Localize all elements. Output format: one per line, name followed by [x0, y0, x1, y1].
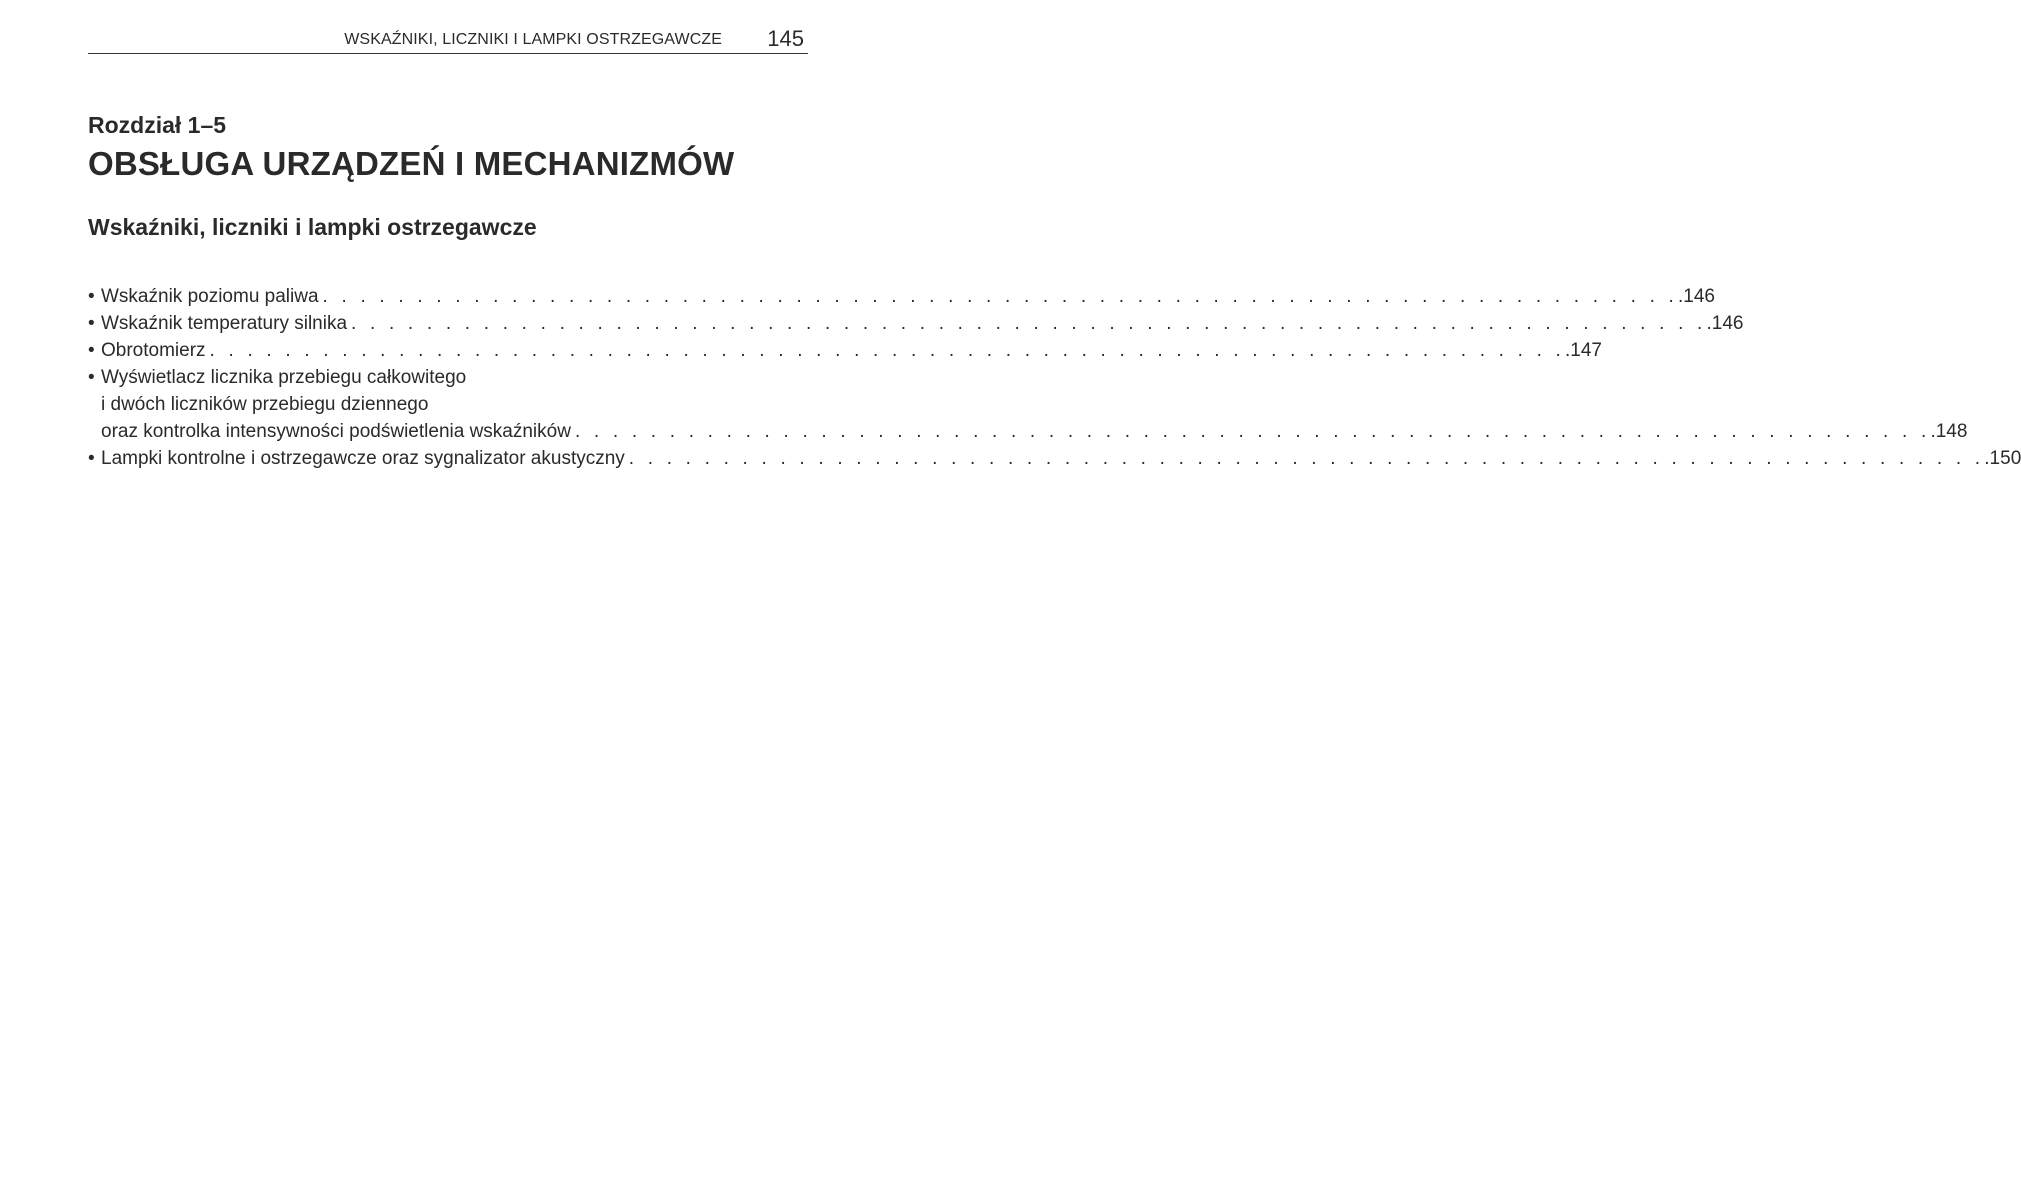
- bullet-icon: •: [88, 340, 95, 361]
- dot-leader: . . . . . . . . . . . . . . . . . . . . . . . . . . . . . . . . . . . . . . . . . . . . . . . . . . . . . . . . . . . . . . . . . . . . . . . .: [628, 448, 1985, 469]
- bullet-icon: •: [88, 448, 95, 469]
- toc-entry-label-line-2: i dwóch liczników przebiegu dziennego: [101, 394, 429, 415]
- toc-entry-label: Obrotomierz: [101, 340, 206, 361]
- running-title: WSKAŹNIKI, LICZNIKI I LAMPKI OSTRZEGAWCZE: [344, 31, 722, 48]
- chapter-title: OBSŁUGA URZĄDZEŃ I MECHANIZMÓW: [88, 145, 735, 182]
- toc-entry-label: Wskaźnik poziomu paliwa: [101, 286, 319, 307]
- toc-entry-tachometer[interactable]: [88, 337, 1602, 364]
- chapter-label: Rozdział 1–5: [88, 112, 227, 138]
- toc-page-ref: .148: [1930, 421, 1968, 442]
- dot-leader: . . . . . . . . . . . . . . . . . . . . . . . . . . . . . . . . . . . . . . . . . . . . . . . . . . . . . . . . . . . . . . . . . . . . . . . .: [574, 421, 1931, 442]
- bullet-icon: •: [88, 286, 95, 307]
- toc-entry-label-line-3: oraz kontrolka intensywności podświetlenia wskaźników: [101, 421, 571, 442]
- toc-entry-label: Lampki kontrolne i ostrzegawcze oraz sygnalizator akustyczny: [101, 448, 625, 469]
- header-divider: [88, 53, 808, 54]
- running-header: [88, 26, 808, 52]
- dot-leader: . . . . . . . . . . . . . . . . . . . . . . . . . . . . . . . . . . . . . . . . . . . . . . . . . . . . . . . . . . . . . . . . . . . . . . . .: [351, 313, 1707, 334]
- bullet-icon: •: [88, 313, 95, 334]
- toc-page-ref: .147: [1565, 340, 1602, 361]
- toc-entry-odometer-display[interactable]: [88, 364, 1968, 445]
- toc-entry-label-line-1: Wyświetlacz licznika przebiegu całkowitego: [101, 367, 467, 388]
- table-of-contents: [88, 283, 2021, 472]
- page-number: 145: [767, 26, 804, 51]
- toc-page-ref: .146: [1678, 286, 1715, 307]
- dot-leader: . . . . . . . . . . . . . . . . . . . . . . . . . . . . . . . . . . . . . . . . . . . . . . . . . . . . . . . . . . . . . . . . . . . . . . . .: [322, 286, 1679, 307]
- toc-entry-engine-temperature[interactable]: [88, 310, 1744, 337]
- toc-entry-warning-lamps[interactable]: [88, 445, 2021, 472]
- toc-entry-fuel-gauge[interactable]: [88, 283, 1715, 310]
- section-heading: Wskaźniki, liczniki i lampki ostrzegawcze: [88, 214, 537, 240]
- toc-page-ref: .146: [1706, 313, 1744, 334]
- toc-entry-label: Wskaźnik temperatury silnika: [101, 313, 348, 334]
- toc-page-ref: .150: [1984, 448, 2021, 469]
- dot-leader: . . . . . . . . . . . . . . . . . . . . . . . . . . . . . . . . . . . . . . . . . . . . . . . . . . . . . . . . . . . . . . . . . . . . . . . .: [209, 340, 1566, 361]
- bullet-icon: •: [88, 367, 95, 388]
